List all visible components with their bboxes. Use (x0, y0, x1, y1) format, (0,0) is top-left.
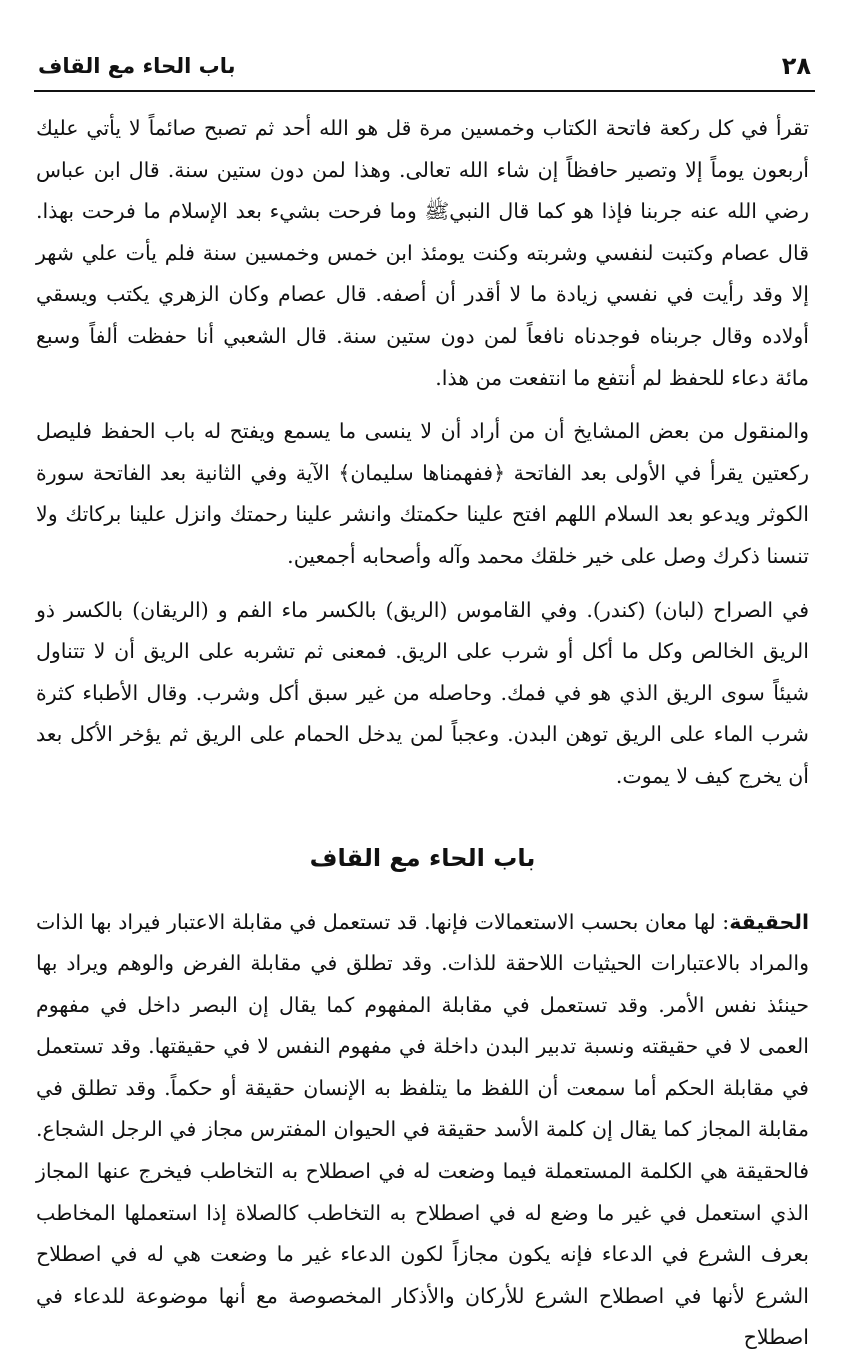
definition-text: : لها معان بحسب الاستعمالات فإنها. قد تستعمل في مقابلة الاعتبار فيراد بها الذات والمراد بالاعتبارات الحيثيات اللاحقة للذات. وقد تطلق في مقابلة الفرض والوهم ويراد بها حينئذ نفس الأمر. وقد تستعمل في مقابلة المفهوم كما يقال إن البصر داخل في مفهوم العمى لا في حقيقته ونسبة تدبير البدن داخلة في مفهوم النفس لا في حقيقتها. وقد تستعمل في مقابلة الحكم أما سمعت أن اللفظ ما يتلفظ به الإنسان حقيقة أو حكماً. وقد تطلق في مقابلة المجاز كما يقال إن كلمة الأسد حقيقة في الحيوان المفترس مجاز في الرجل الشجاع. فالحقيقة هي الكلمة المستعملة فيما وضعت له في اصطلاح به التخاطب فيخرج عنها المجاز الذي استعمل في غير ما وضع له في اصطلاح به التخاطب كالصلاة إذا استعملها المخاطب بعرف الشرع في الدعاء فإنه يكون مجازاً لكون الدعاء غير ما وضعت هي له في اصطلاح الشرع لأنها في اصطلاح الشرع للأركان والأذكار المخصوصة مع أنها موضوعة للدعاء في اصطلاح (36, 909, 809, 1350)
page-header (34, 50, 815, 92)
paragraph-3: في الصراح (لبان) (كندر). وفي القاموس (الريق) بالكسر ماء الفم و (الريقان) بالكسر ذو الريق الخالص وكل ما أكل أو شرب على الريق. فمعنى ثم تشربه على الريق أن لا تتناول شيئاً سوى الريق الذي هو في فمك. وحاصله من غير سبق أكل وشرب. وقال الأطباء كثرة شرب الماء على الريق توهن البدن. وعجباً لمن يدخل الحمام على الريق ثم يؤخر الأكل بعد أن يخرج كيف لا يموت. (36, 597, 809, 788)
definition-paragraph (36, 902, 809, 1360)
definition-term: الحقيقة (729, 909, 809, 934)
section-heading: باب الحاء مع القاف (309, 843, 536, 872)
paragraph-1: تقرأ في كل ركعة فاتحة الكتاب وخمسين مرة قل هو الله أحد ثم تصبح صائماً لا يأتي عليك أربعون يوماً إلا وتصير حافظاً إن شاء الله تعالى. وهذا لمن دون ستين سنة. قال ابن عباس رضي الله عنه جربنا فإذا هو كما قال النبيﷺ وما فرحت بشيء بعد الإسلام ما فرحت بهذا. قال عصام وكتبت لنفسي وشربته وكنت يومئذ ابن خمس وخمسين سنة فلم يأت علي شهر إلا وقد رأيت في نفسي زيادة ما لا أقدر أن أصفه. قال عصام وكان الزهري يكتب ويسقي أولاده وقال جربناه فوجدناه نافعاً لمن دون ستين سنة. قال الشعبي أنا حفظت ألفاً وسبع مائة دعاء للحفظ لم أنتفع ما انتفعت من هذا. (36, 116, 809, 390)
paragraph-2: والمنقول من بعض المشايخ أن من أراد أن لا ينسى ما يسمع ويفتح له باب الحفظ فليصل ركعتين يقرأ في الأولى بعد الفاتحة ﴿ففهمناها سليمان﴾ الآية وفي الثانية بعد الفاتحة سورة الكوثر ويدعو بعد السلام اللهم افتح علينا حكمتك وانشر علينا رحمتك وانزل علينا بركاتك ولا تنسنا ذكرك وصل على خير خلقك محمد وآله وأصحابه أجمعين. (36, 419, 809, 568)
page-number: ٢٨ (781, 52, 811, 80)
page-body (36, 108, 809, 1359)
running-title: باب الحاء مع القاف (38, 54, 236, 78)
